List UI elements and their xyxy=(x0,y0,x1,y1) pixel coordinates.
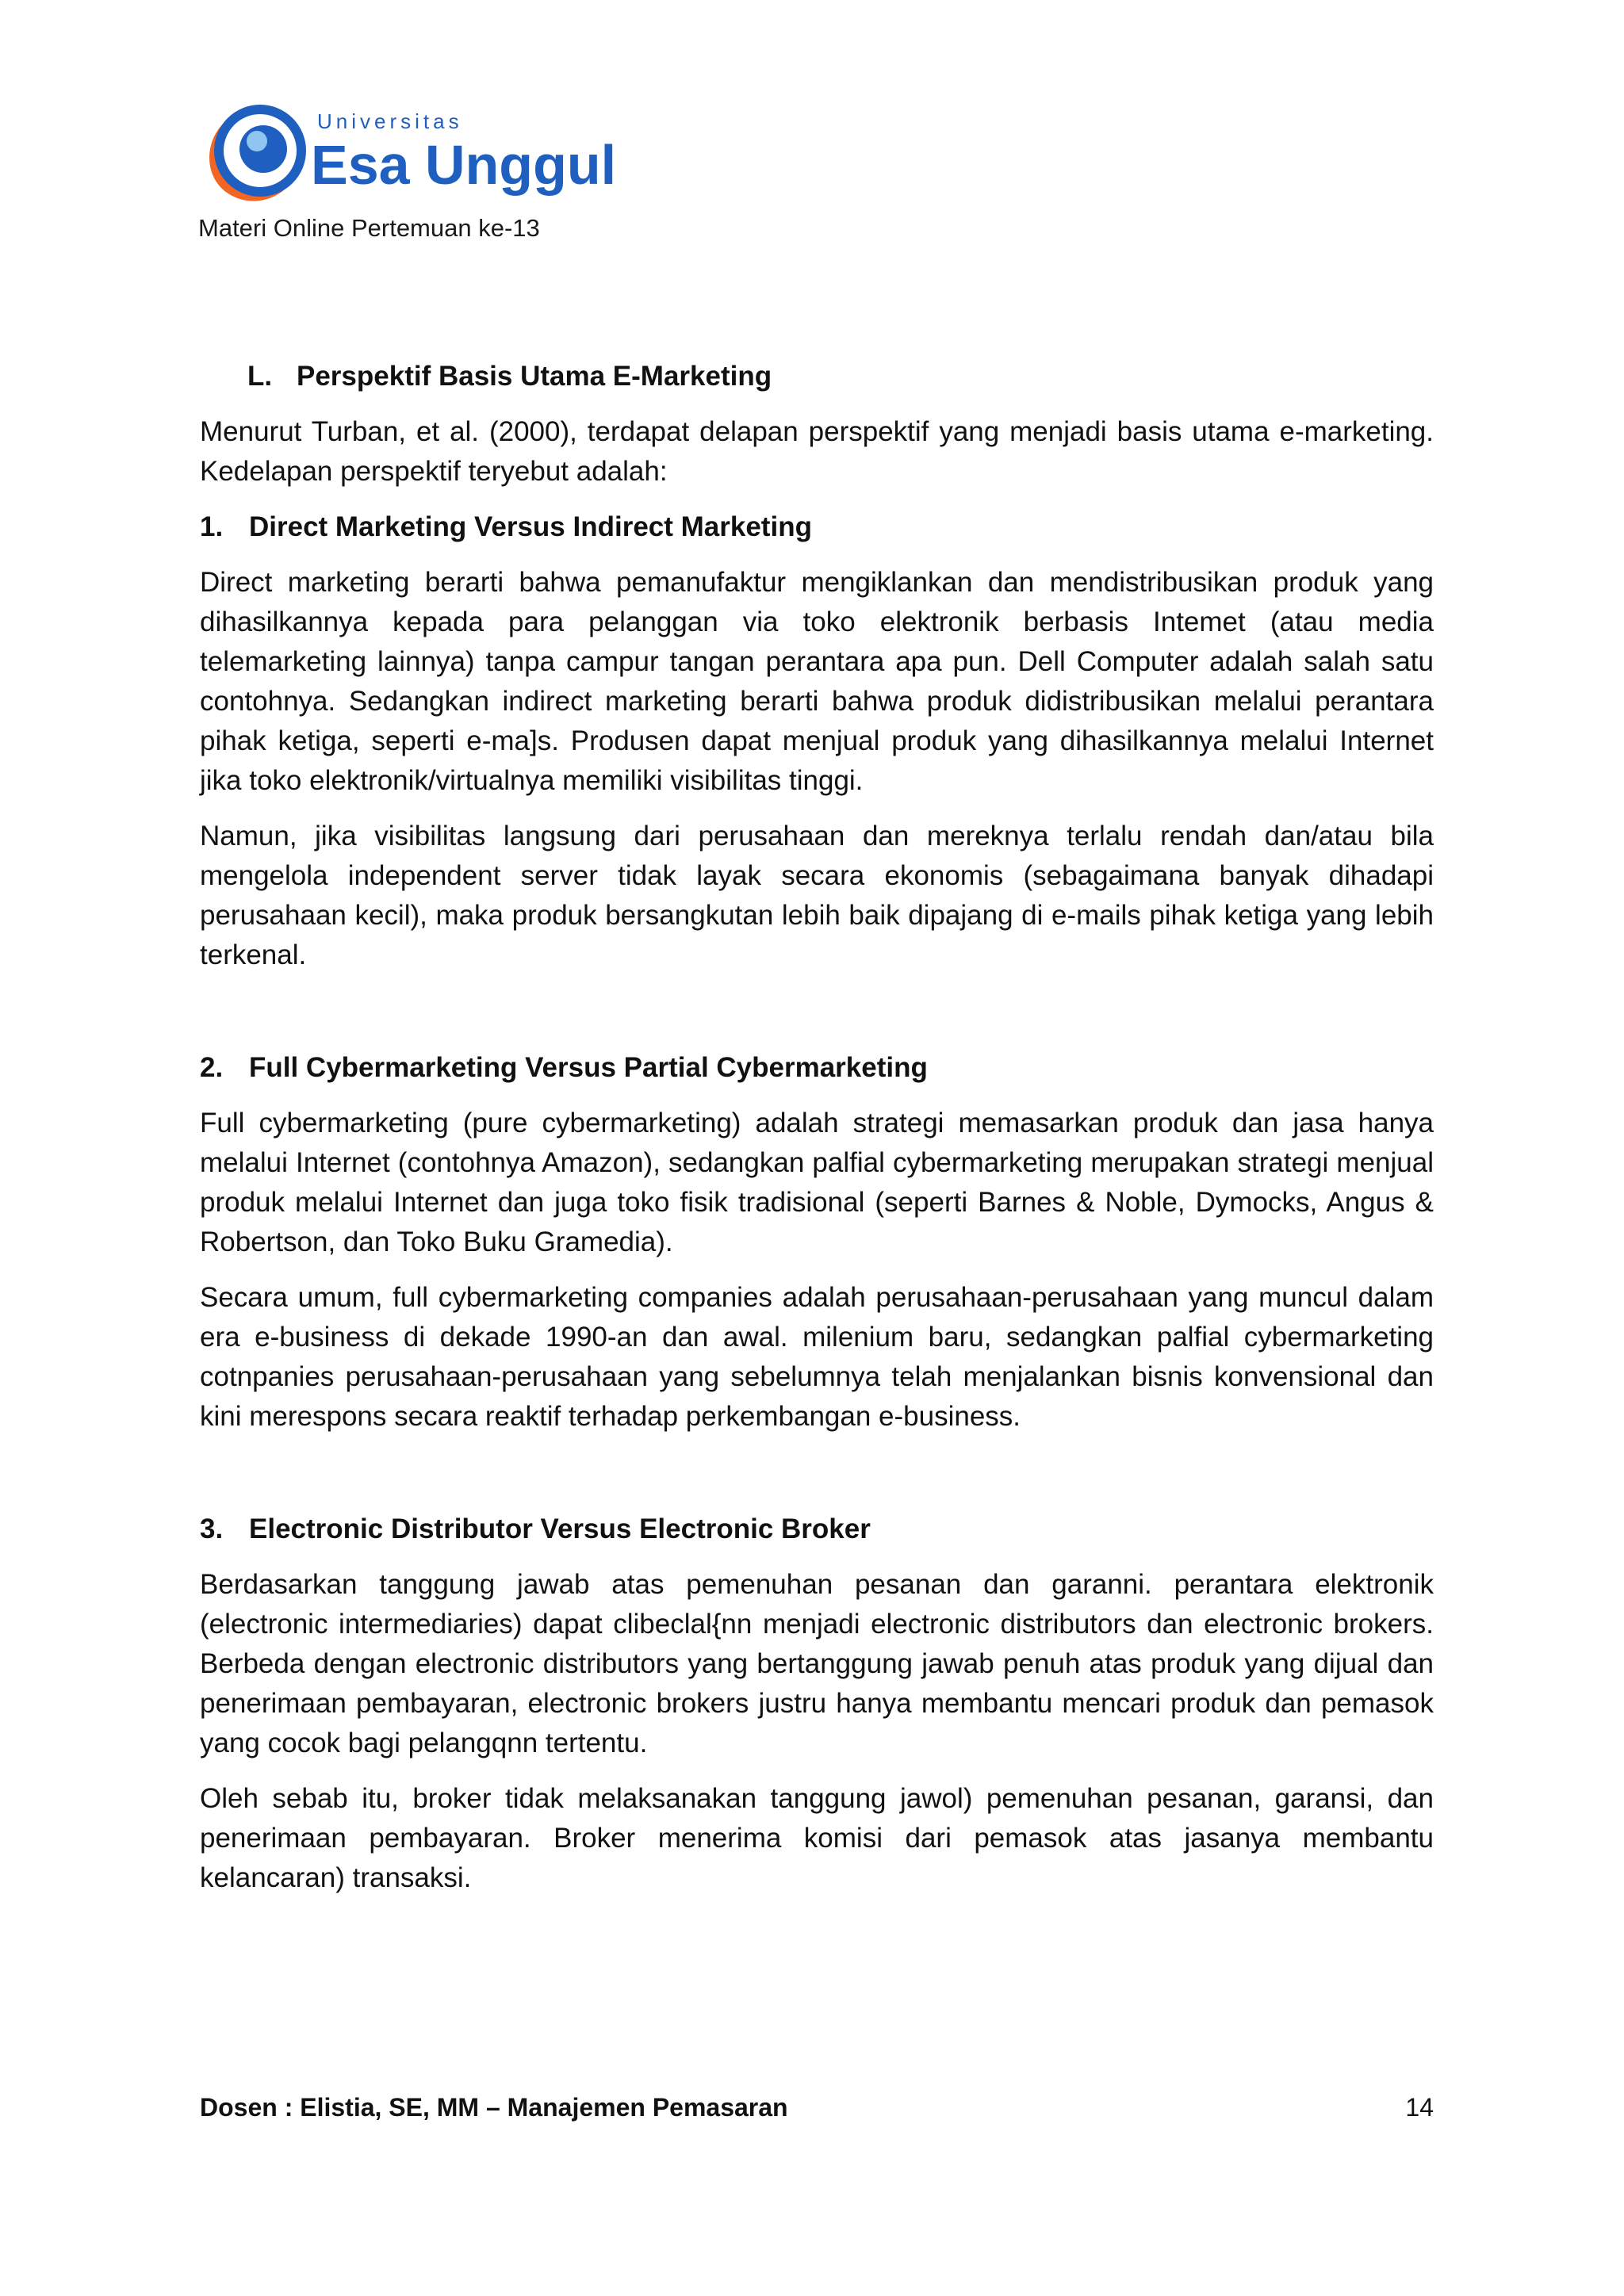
paragraph: Namun, jika visibilitas langsung dari perusahaan dan mereknya terlalu rendah dan/atau bila mengelola independent server tidak layak secara ekonomis (sebagaimana banyak dihadapi perusahaan kecil), maka produk bersangkutan lebih baik dipajang di e-mails pihak ketiga yang lebih terkenal. xyxy=(200,821,1434,970)
paragraph: Oleh sebab itu, broker tidak melaksanakan tanggung jawol) pemenuhan pesanan, garansi, dan penerimaan pembayaran. Broker menerima komisi dari pemasok atas jasanya membantu kelancaran) transaksi. xyxy=(200,1783,1434,1893)
section-title xyxy=(200,1510,1434,1549)
page-footer xyxy=(200,2093,1434,2122)
section-title-text: Perspektif Basis Utama E-Marketing xyxy=(297,361,772,392)
paragraph: Full cybermarketing (pure cybermarketing) adalah strategi memasarkan produk dan jasa hanya melalui Internet (contohnya Amazon), sedangkan palfial cybermarketing merupakan strategi menjual produk melalui Internet dan juga toko fisik tradisional (seperti Barnes & Noble, Dymocks, Angus & Robertson, dan Toko Buku Gramedia). xyxy=(200,1108,1434,1257)
page-number: 14 xyxy=(1405,2093,1434,2122)
section-title xyxy=(200,507,1434,547)
section-number: L. xyxy=(247,361,273,392)
section-title-text: Electronic Distributor Versus Electronic Broker xyxy=(249,1513,871,1544)
paragraph: Menurut Turban, et al. (2000), terdapat delapan perspektif yang menjadi basis utama e-marketing. Kedelapan perspektif teryebut adalah: xyxy=(200,416,1434,487)
header-note: Materi Online Pertemuan ke-13 xyxy=(198,214,540,242)
paragraph: Berdasarkan tanggung jawab atas pemenuhan pesanan dan garanni. perantara elektronik (electronic intermediaries) dapat clibeclal{nn menjadi electronic distributors dan electronic brokers. Berbeda dengan electronic distributors yang bertanggung jawab penuh atas produk yang dijual dan penerimaan pembayaran, electronic brokers justru hanya membantu mencari produk dan pemasok yang cocok bagi pelangqnn tertentu. xyxy=(200,1569,1434,1758)
section-title xyxy=(247,357,1434,396)
university-logo xyxy=(198,95,642,214)
section-title-text: Full Cybermarketing Versus Partial Cybermarketing xyxy=(249,1052,928,1083)
document-body xyxy=(200,357,1434,1898)
logo-sphere-highlight xyxy=(247,131,267,151)
section-number: 1. xyxy=(200,511,224,542)
paragraph: Direct marketing berarti bahwa pemanufaktur mengiklankan dan mendistribusikan produk yang dihasilkannya kepada para pelanggan via toko elektronik berbasis Intemet (atau media telemarketing lainnya) tanpa campur tangan perantara apa pun. Dell Computer adalah salah satu contohnya. Sedangkan indirect marketing berarti bahwa produk didistribusikan melalui perantara pihak ketiga, seperti e-ma]s. Produsen dapat menjual produk yang dihasilkannya melalui Internet jika toko elektronik/virtualnya memiliki visibilitas tinggi. xyxy=(200,567,1434,796)
logo-graphic xyxy=(198,95,642,214)
section-perspektif xyxy=(200,357,1434,396)
section-number: 2. xyxy=(200,1052,224,1083)
logo-big-text: Esa Unggul xyxy=(311,134,617,196)
section-title-text: Direct Marketing Versus Indirect Marketing xyxy=(249,511,812,542)
logo-small-text: Universitas xyxy=(317,109,463,133)
section-title xyxy=(200,1048,1434,1088)
paragraph: Secara umum, full cybermarketing companies adalah perusahaan-perusahaan yang muncul dalam era e-business di dekade 1990-an dan awal. milenium baru, sedangkan palfial cybermarketing cotnpanies perusahaan-perusahaan yang sebelumnya telah menjalankan bisnis konvensional dan kini merespons secara reaktif terhadap perkembangan e-business. xyxy=(200,1282,1434,1432)
section-number: 3. xyxy=(200,1513,224,1544)
footer-lecturer: Dosen : Elistia, SE, MM – Manajemen Pemasaran xyxy=(200,2093,788,2122)
